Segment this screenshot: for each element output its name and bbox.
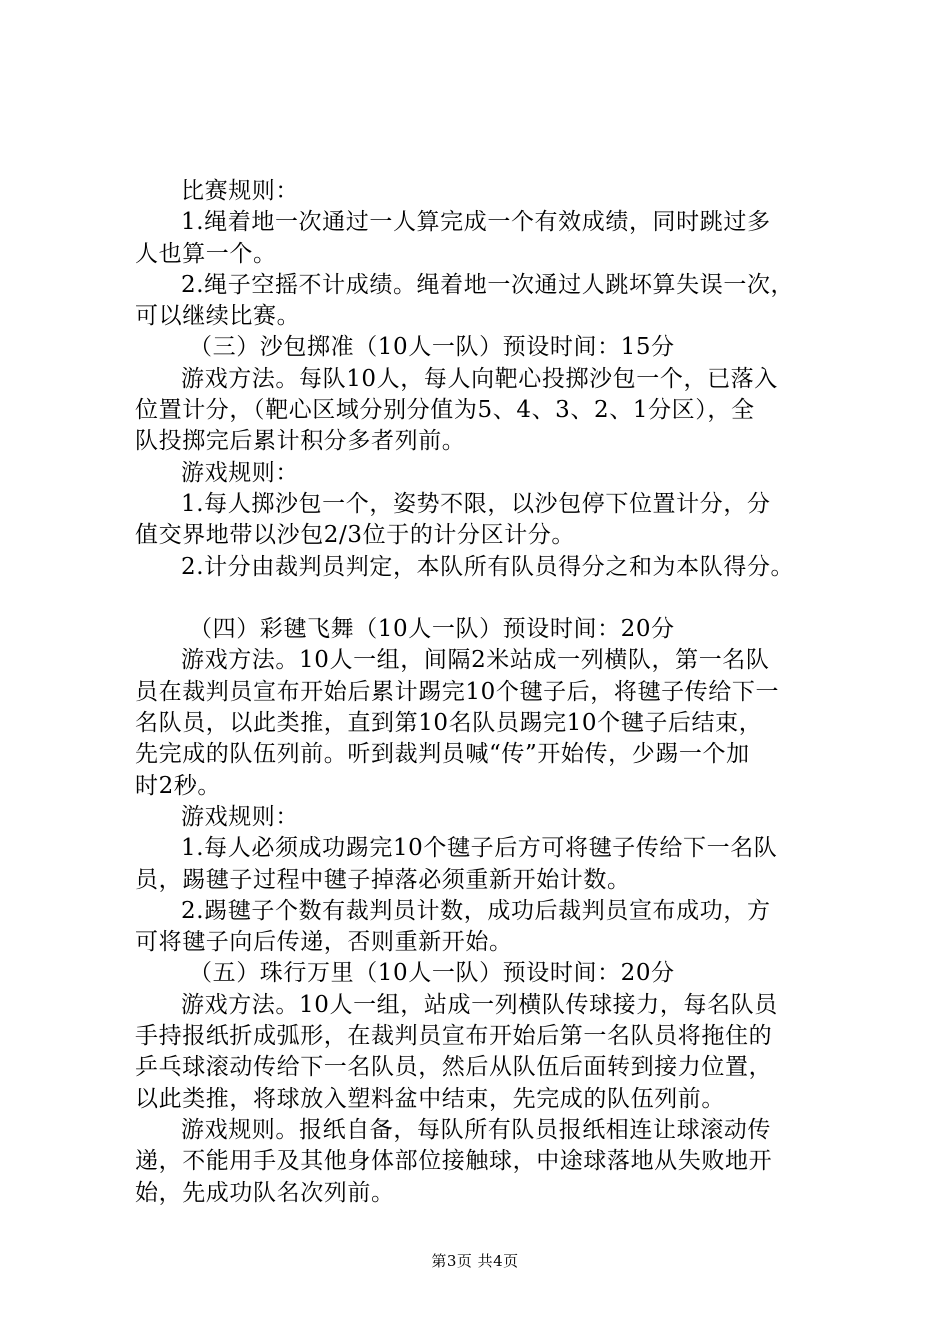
text-line: 2.计分由裁判员判定，本队所有队员得分之和为本队得分。 xyxy=(181,553,795,580)
text-line: 递，不能用手及其他身体部位接触球，中途球落地从失败地开 xyxy=(135,1148,773,1175)
text-line: 1.每人必须成功踢完10个毽子后方可将毽子传给下一名队 xyxy=(181,835,778,862)
text-line: 游戏规则： xyxy=(181,803,299,830)
text-line: 位置计分，（靶心区域分别分值为5、4、3、2、1分区），全 xyxy=(135,397,755,424)
text-line: （三）沙包掷准（10人一队）预设时间：15分 xyxy=(189,334,675,361)
text-line: 人也算一个。 xyxy=(135,240,277,267)
text-line: 1.绳着地一次通过一人算完成一个有效成绩，同时跳过多 xyxy=(181,209,771,236)
text-line: 手持报纸折成弧形，在裁判员宣布开始后第一名队员将拖住的 xyxy=(135,1023,773,1050)
text-line: 名队员，以此类推，直到第10名队员踢完10个毽子后结束， xyxy=(135,710,763,737)
text-line: 2.绳子空摇不计成绩。绳着地一次通过人跳坏算失误一次， xyxy=(181,271,795,298)
text-line: 游戏方法。10人一组，站成一列横队传球接力，每名队员 xyxy=(181,991,778,1018)
text-line: 游戏方法。10人一组，间隔2米站成一列横队，第一名队 xyxy=(181,647,770,674)
text-line: 1.每人掷沙包一个，姿势不限，以沙包停下位置计分，分 xyxy=(181,490,771,517)
text-line: 始，先成功队名次列前。 xyxy=(135,1179,395,1206)
text-line: 可以继续比赛。 xyxy=(135,303,301,330)
text-line: 员，踢毽子过程中毽子掉落必须重新开始计数。 xyxy=(135,866,631,893)
text-line: 先完成的队伍列前。听到裁判员喊“传”开始传，少踢一个加 xyxy=(135,741,750,768)
text-line: （四）彩毽飞舞（10人一队）预设时间：20分 xyxy=(189,616,675,643)
text-line: 游戏方法。每队10人，每人向靶心投掷沙包一个，已落入 xyxy=(181,365,778,392)
text-line: 队投掷完后累计积分多者列前。 xyxy=(135,428,466,455)
blank-line xyxy=(135,583,835,614)
text-line: 员在裁判员宣布开始后累计踢完10个毽子后，将毽子传给下一 xyxy=(135,678,780,705)
text-line: 游戏规则： xyxy=(181,459,299,486)
text-line: 乒乓球滚动传给下一名队员，然后从队伍后面转到接力位置， xyxy=(135,1054,773,1081)
text-line: 2.踢毽子个数有裁判员计数，成功后裁判员宣布成功，方 xyxy=(181,897,771,924)
text-line: 时2秒。 xyxy=(135,772,222,799)
text-line: （五）珠行万里（10人一队）预设时间：20分 xyxy=(189,960,675,987)
text-line: 以此类推，将球放入塑料盆中结束，先完成的队伍列前。 xyxy=(135,1085,725,1112)
text-line: 可将毽子向后传递，否则重新开始。 xyxy=(135,929,513,956)
text-line: 比赛规则： xyxy=(181,178,299,204)
text-line: 游戏规则。报纸自备，每队所有队员报纸相连让球滚动传 xyxy=(181,1116,771,1143)
text-line: 值交界地带以沙包2/3位于的计分区计分。 xyxy=(135,522,576,549)
document-body xyxy=(135,176,835,1209)
page-footer: 第3页 共4页 xyxy=(431,1252,519,1270)
